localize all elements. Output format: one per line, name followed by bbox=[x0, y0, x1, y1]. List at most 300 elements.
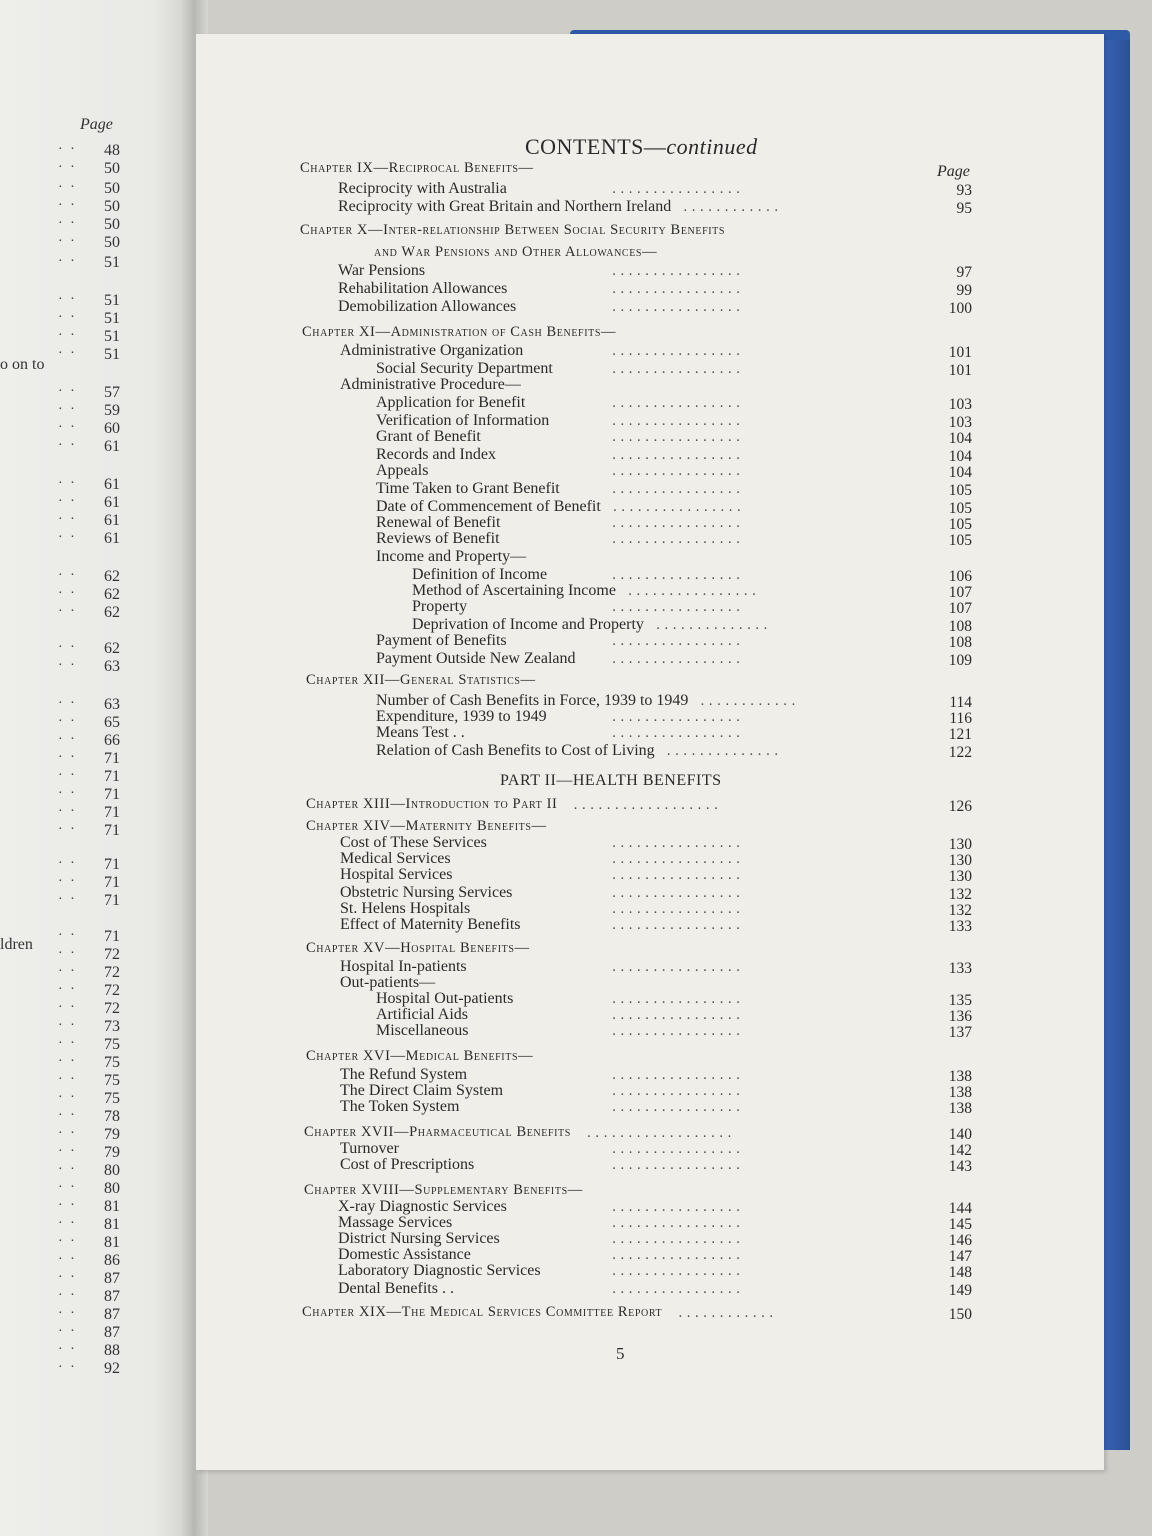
leader-dots: . . . . . . . . . . . . . . . . bbox=[612, 516, 741, 531]
toc-entry-label: Out-patients— bbox=[340, 974, 436, 991]
leader-dots: · · bbox=[58, 1252, 77, 1267]
page-number: 5 bbox=[616, 1344, 625, 1363]
leader-dots: · · bbox=[58, 160, 77, 175]
left-page-row bbox=[0, 1198, 160, 1216]
left-fragment-2: ldren bbox=[0, 936, 33, 953]
leader-dots: · · bbox=[58, 750, 77, 765]
leader-dots: . . . . . . . . . . . . . . . . bbox=[612, 1200, 741, 1215]
left-page-row bbox=[0, 494, 160, 512]
toc-entry-page: 95 bbox=[956, 200, 972, 217]
left-page-row bbox=[0, 216, 160, 234]
leader-dots: . . . . . . . . . . . . . . . . bbox=[612, 1024, 741, 1039]
toc-entry-page: 105 bbox=[948, 482, 972, 499]
left-page-row bbox=[0, 1162, 160, 1180]
left-page-row bbox=[0, 856, 160, 874]
toc-entry-page: 146 bbox=[948, 1232, 972, 1249]
leader-dots: . . . . . . . . . . . . . . . . bbox=[612, 500, 741, 515]
leader-dots: · · bbox=[58, 142, 77, 157]
left-page-row bbox=[0, 1216, 160, 1234]
toc-entry-label: Obstetric Nursing Services bbox=[340, 884, 513, 901]
toc-entry-label: Miscellaneous bbox=[376, 1022, 469, 1039]
left-page-row bbox=[0, 1126, 160, 1144]
leader-dots: . . . . . . . . . . . . . . . . . . bbox=[573, 798, 719, 813]
leader-dots: . . . . . . . . . . . . . . . . bbox=[612, 852, 741, 867]
left-page-row bbox=[0, 1054, 160, 1072]
left-page-row bbox=[0, 512, 160, 530]
leader-dots: · · bbox=[58, 402, 77, 417]
left-page-number: 59 bbox=[104, 402, 120, 419]
toc-entry-label: Domestic Assistance bbox=[338, 1246, 471, 1263]
left-page-row bbox=[0, 310, 160, 328]
left-page-row bbox=[0, 530, 160, 548]
left-page-row bbox=[0, 420, 160, 438]
leader-dots: . . . . . . . . . . . . . . . . bbox=[612, 396, 741, 411]
left-page-row bbox=[0, 384, 160, 402]
leader-dots: · · bbox=[58, 804, 77, 819]
left-page-number: 61 bbox=[104, 494, 120, 511]
leader-dots: · · bbox=[58, 1036, 77, 1051]
leader-dots: . . . . . . . . . . . . . . . . bbox=[612, 868, 741, 883]
leader-dots: · · bbox=[58, 1162, 77, 1177]
left-page-row bbox=[0, 1234, 160, 1252]
left-page-number: 50 bbox=[104, 216, 120, 233]
left-page-row bbox=[0, 402, 160, 420]
left-page-number: 71 bbox=[104, 804, 120, 821]
left-page-row bbox=[0, 732, 160, 750]
left-page-number: 81 bbox=[104, 1216, 120, 1233]
toc-entry-label: Medical Services bbox=[340, 850, 451, 867]
leader-dots: . . . . . . . . . . . . . . . . bbox=[612, 568, 741, 583]
chapter-heading: Chapter XVI—Medical Benefits— bbox=[306, 1048, 534, 1064]
toc-entry-page: 130 bbox=[948, 836, 972, 853]
chapter-heading-line2: and War Pensions and Other Allowances— bbox=[374, 244, 658, 260]
left-page-number: 72 bbox=[104, 946, 120, 963]
toc-entry-page: 108 bbox=[948, 634, 972, 651]
toc-entry-label: Effect of Maternity Benefits bbox=[340, 916, 521, 933]
toc-entry-page: 101 bbox=[948, 344, 972, 361]
left-page-row bbox=[0, 1180, 160, 1198]
chapter-page-number: 126 bbox=[948, 798, 972, 815]
leader-dots: · · bbox=[58, 696, 77, 711]
leader-dots: · · bbox=[58, 234, 77, 249]
left-page-row bbox=[0, 964, 160, 982]
left-page-row bbox=[0, 142, 160, 160]
left-page-number: 75 bbox=[104, 1072, 120, 1089]
toc-entry-page: 144 bbox=[948, 1200, 972, 1217]
left-page-row bbox=[0, 254, 160, 272]
left-page-number: 71 bbox=[104, 768, 120, 785]
toc-entry-label: Method of Ascertaining Income bbox=[412, 582, 616, 599]
leader-dots: · · bbox=[58, 420, 77, 435]
leader-dots: . . . . . . . . . . . . . . . . bbox=[612, 710, 741, 725]
left-page-number: 88 bbox=[104, 1342, 120, 1359]
left-page-number: 87 bbox=[104, 1306, 120, 1323]
chapter-heading: Chapter XIV—Maternity Benefits— bbox=[306, 818, 547, 834]
toc-entry-label: Administrative Organization bbox=[340, 342, 524, 359]
leader-dots: . . . . . . . . . . . . . . . . . . bbox=[586, 1126, 732, 1141]
left-page-number: 61 bbox=[104, 438, 120, 455]
leader-dots: . . . . . . . . . . . . . . . . bbox=[612, 726, 741, 741]
left-page-number: 51 bbox=[104, 346, 120, 363]
toc-entry-page: 103 bbox=[948, 414, 972, 431]
left-page-number: 72 bbox=[104, 964, 120, 981]
leader-dots: · · bbox=[58, 1270, 77, 1285]
toc-entry-page: 103 bbox=[948, 396, 972, 413]
leader-dots: · · bbox=[58, 310, 77, 325]
leader-dots: . . . . . . . . . . . . . . . . bbox=[612, 344, 741, 359]
left-fragment-1: o on to bbox=[0, 356, 45, 373]
toc-entry-page: 136 bbox=[948, 1008, 972, 1025]
left-page-row bbox=[0, 750, 160, 768]
toc-entry-label: Payment Outside New Zealand bbox=[376, 650, 576, 667]
left-page-number: 75 bbox=[104, 1036, 120, 1053]
toc-entry-label: Verification of Information bbox=[376, 412, 550, 429]
toc-entry-label: Relation of Cash Benefits to Cost of Living bbox=[376, 742, 655, 759]
leader-dots: · · bbox=[58, 216, 77, 231]
leader-dots: · · bbox=[58, 254, 77, 269]
leader-dots: · · bbox=[58, 1018, 77, 1033]
leader-dots: · · bbox=[58, 1144, 77, 1159]
leader-dots: . . . . . . . . . . . . . . . . bbox=[612, 1008, 741, 1023]
toc-entry-label: Cost of These Services bbox=[340, 834, 487, 851]
leader-dots: · · bbox=[58, 714, 77, 729]
left-page-row bbox=[0, 292, 160, 310]
toc-entry-label: Grant of Benefit bbox=[376, 428, 481, 445]
leader-dots: · · bbox=[58, 604, 77, 619]
toc-entry-label: Administrative Procedure— bbox=[340, 376, 521, 393]
toc-entry-page: 138 bbox=[948, 1068, 972, 1085]
left-page-number: 71 bbox=[104, 874, 120, 891]
left-page-number: 87 bbox=[104, 1288, 120, 1305]
left-page-number: 81 bbox=[104, 1234, 120, 1251]
toc-entry-page: 105 bbox=[948, 516, 972, 533]
left-page-number: 48 bbox=[104, 142, 120, 159]
left-page-row bbox=[0, 874, 160, 892]
leader-dots: . . . . . . . . . . . . . . . . bbox=[612, 414, 741, 429]
leader-dots: . . . . . . . . . . . . . . . . bbox=[612, 1158, 741, 1173]
leader-dots: · · bbox=[58, 384, 77, 399]
leader-dots: . . . . . . . . . . . . . . . . bbox=[612, 1142, 741, 1157]
leader-dots: . . . . . . . . . . . . bbox=[678, 1306, 774, 1321]
leader-dots: · · bbox=[58, 1360, 77, 1375]
toc-entry-label: Definition of Income bbox=[412, 566, 548, 583]
leader-dots: . . . . . . . . . . . . . . . . bbox=[612, 1068, 741, 1083]
left-page-row bbox=[0, 438, 160, 456]
left-page-number: 63 bbox=[104, 658, 120, 675]
left-page-row bbox=[0, 1252, 160, 1270]
left-page-row bbox=[0, 160, 160, 178]
leader-dots: . . . . . . . . . . . . . . . . bbox=[612, 300, 741, 315]
toc-entry-page: 101 bbox=[948, 362, 972, 379]
left-page-number: 51 bbox=[104, 328, 120, 345]
toc-entry-page: 145 bbox=[948, 1216, 972, 1233]
leader-dots: . . . . . . . . . . . . . . bbox=[655, 618, 768, 633]
left-page-row bbox=[0, 1018, 160, 1036]
leader-dots: · · bbox=[58, 1126, 77, 1141]
toc-entry-label: Date of Commencement of Benefit bbox=[376, 498, 601, 515]
left-page-row bbox=[0, 640, 160, 658]
leader-dots: · · bbox=[58, 768, 77, 783]
toc-entry-label: Number of Cash Benefits in Force, 1939 to 1949 bbox=[376, 692, 689, 709]
leader-dots: . . . . . . . . . . . . . . . . bbox=[612, 362, 741, 377]
left-page-row bbox=[0, 804, 160, 822]
title-main: CONTENTS— bbox=[525, 134, 667, 159]
leader-dots: · · bbox=[58, 494, 77, 509]
page-column-label: Page bbox=[937, 163, 970, 180]
chapter-heading: Chapter XIX—The Medical Services Committee Report bbox=[302, 1304, 663, 1320]
toc-entry-label: Hospital In-patients bbox=[340, 958, 467, 975]
toc-entry-label: Property bbox=[412, 598, 468, 615]
left-page-number: 71 bbox=[104, 750, 120, 767]
left-page-number: 75 bbox=[104, 1090, 120, 1107]
left-page-number: 87 bbox=[104, 1324, 120, 1341]
leader-dots: · · bbox=[58, 530, 77, 545]
leader-dots: · · bbox=[58, 1180, 77, 1195]
toc-entry-label: District Nursing Services bbox=[338, 1230, 500, 1247]
leader-dots: · · bbox=[58, 658, 77, 673]
leader-dots: . . . . . . . . . . . . . . . . bbox=[612, 960, 741, 975]
leader-dots: . . . . . . . . . . . . . . . . bbox=[627, 584, 757, 599]
left-page-number: 62 bbox=[104, 640, 120, 657]
leader-dots: · · bbox=[58, 964, 77, 979]
toc-entry-page: 97 bbox=[956, 264, 972, 281]
toc-entry-page: 109 bbox=[948, 652, 972, 669]
book-cover-edge bbox=[1100, 40, 1130, 1450]
left-page-number: 73 bbox=[104, 1018, 120, 1035]
toc-entry-label: Demobilization Allowances bbox=[338, 298, 517, 315]
toc-entry-page: 138 bbox=[948, 1084, 972, 1101]
left-page-number: 50 bbox=[104, 180, 120, 197]
left-page-number: 81 bbox=[104, 1198, 120, 1215]
toc-entry-label: Deprivation of Income and Property bbox=[412, 616, 644, 633]
chapter-heading: Chapter XI—Administration of Cash Benefits— bbox=[302, 324, 617, 340]
left-page-number: 61 bbox=[104, 476, 120, 493]
toc-entry-page: 105 bbox=[948, 532, 972, 549]
toc-entry-label: Reciprocity with Australia bbox=[338, 180, 507, 197]
left-page-row bbox=[0, 1270, 160, 1288]
leader-dots: · · bbox=[58, 892, 77, 907]
left-page-row bbox=[0, 586, 160, 604]
left-page bbox=[0, 0, 192, 1536]
chapter-page-number: 140 bbox=[948, 1126, 972, 1143]
toc-entry-label: Dental Benefits . . bbox=[338, 1280, 454, 1297]
toc-entry-label: Turnover bbox=[340, 1140, 399, 1157]
left-page-number: 50 bbox=[104, 160, 120, 177]
left-page-number: 71 bbox=[104, 822, 120, 839]
toc-entry-page: 142 bbox=[948, 1142, 972, 1159]
left-page-row bbox=[0, 822, 160, 840]
left-page-number: 63 bbox=[104, 696, 120, 713]
leader-dots: · · bbox=[58, 1054, 77, 1069]
leader-dots: · · bbox=[58, 292, 77, 307]
leader-dots: . . . . . . . . . . . . . . . . bbox=[612, 464, 741, 479]
toc-entry-page: 104 bbox=[948, 430, 972, 447]
leader-dots: . . . . . . . . . . . . . . . . bbox=[612, 1216, 741, 1231]
left-page-number: 50 bbox=[104, 198, 120, 215]
left-page-number: 66 bbox=[104, 732, 120, 749]
left-page-row bbox=[0, 1090, 160, 1108]
leader-dots: · · bbox=[58, 586, 77, 601]
leader-dots: · · bbox=[58, 982, 77, 997]
left-page-number: 86 bbox=[104, 1252, 120, 1269]
chapter-heading: Chapter IX—Reciprocal Benefits— bbox=[300, 160, 534, 176]
leader-dots: · · bbox=[58, 1090, 77, 1105]
leader-dots: · · bbox=[58, 1000, 77, 1015]
toc-entry-label: Artificial Aids bbox=[376, 1006, 468, 1023]
toc-entry-page: 99 bbox=[956, 282, 972, 299]
left-page-number: 71 bbox=[104, 892, 120, 909]
leader-dots: · · bbox=[58, 1072, 77, 1087]
toc-entry-label: Means Test . . bbox=[376, 724, 465, 741]
toc-entry-label: Application for Benefit bbox=[376, 394, 526, 411]
toc-entry-page: 121 bbox=[948, 726, 972, 743]
leader-dots: . . . . . . . . . . . . . . . . bbox=[612, 918, 741, 933]
leader-dots: · · bbox=[58, 856, 77, 871]
left-page-row bbox=[0, 658, 160, 676]
left-page-number: 78 bbox=[104, 1108, 120, 1125]
toc-entry-label: Hospital Out-patients bbox=[376, 990, 514, 1007]
left-page-number: 79 bbox=[104, 1126, 120, 1143]
leader-dots: · · bbox=[58, 1306, 77, 1321]
leader-dots: · · bbox=[58, 1108, 77, 1123]
toc-entry-label: The Direct Claim System bbox=[340, 1082, 504, 1099]
left-page-row bbox=[0, 1324, 160, 1342]
toc-entry-label: War Pensions bbox=[338, 262, 426, 279]
toc-entry-page: 107 bbox=[948, 600, 972, 617]
title-italic: continued bbox=[666, 134, 758, 159]
leader-dots: . . . . . . . . . . . . . . . . bbox=[612, 482, 741, 497]
chapter-page-number: 150 bbox=[948, 1306, 972, 1323]
toc-entry-label: X-ray Diagnostic Services bbox=[338, 1198, 507, 1215]
left-page-row bbox=[0, 714, 160, 732]
page-title bbox=[525, 134, 758, 160]
toc-entry-page: 100 bbox=[948, 300, 972, 317]
left-page-row bbox=[0, 1108, 160, 1126]
left-page-label: Page bbox=[80, 116, 113, 133]
left-page-number: 87 bbox=[104, 1270, 120, 1287]
leader-dots: · · bbox=[58, 732, 77, 747]
left-page-row bbox=[0, 476, 160, 494]
left-page-row bbox=[0, 982, 160, 1000]
leader-dots: · · bbox=[58, 1324, 77, 1339]
leader-dots: · · bbox=[58, 512, 77, 527]
leader-dots: . . . . . . . . . . . . . . . . bbox=[612, 1282, 741, 1297]
chapter-heading: Chapter XII—General Statistics— bbox=[306, 672, 536, 688]
left-page-row bbox=[0, 1144, 160, 1162]
left-page-number: 65 bbox=[104, 714, 120, 731]
leader-dots: · · bbox=[58, 1342, 77, 1357]
leader-dots: · · bbox=[58, 946, 77, 961]
toc-entry-label: Massage Services bbox=[338, 1214, 453, 1231]
toc-entry-page: 149 bbox=[948, 1282, 972, 1299]
leader-dots: . . . . . . . . . . . . . . . . bbox=[612, 282, 741, 297]
leader-dots: · · bbox=[58, 874, 77, 889]
leader-dots: · · bbox=[58, 822, 77, 837]
leader-dots: · · bbox=[58, 346, 77, 361]
leader-dots: . . . . . . . . . . . . . . . . bbox=[612, 902, 741, 917]
toc-entry-page: 133 bbox=[948, 918, 972, 935]
toc-entry-label: Payment of Benefits bbox=[376, 632, 507, 649]
leader-dots: · · bbox=[58, 328, 77, 343]
left-page-number: 57 bbox=[104, 384, 120, 401]
leader-dots: . . . . . . . . . . . . . . . . bbox=[612, 600, 741, 615]
toc-entry-label: Time Taken to Grant Benefit bbox=[376, 480, 560, 497]
left-page-row bbox=[0, 198, 160, 216]
left-page-row bbox=[0, 696, 160, 714]
toc-entry-label: The Token System bbox=[340, 1098, 460, 1115]
toc-entry-page: 137 bbox=[948, 1024, 972, 1041]
toc-entry-page: 132 bbox=[948, 886, 972, 903]
toc-entry-label: Reviews of Benefit bbox=[376, 530, 500, 547]
left-page-number: 50 bbox=[104, 234, 120, 251]
toc-entry-page: 148 bbox=[948, 1264, 972, 1281]
leader-dots: . . . . . . . . . . . . . . . . bbox=[612, 532, 741, 547]
chapter-heading: Chapter XVII—Pharmaceutical Benefits bbox=[304, 1124, 571, 1140]
toc-entry-page: 138 bbox=[948, 1100, 972, 1117]
left-page-number: 72 bbox=[104, 1000, 120, 1017]
leader-dots: . . . . . . . . . . . . . . . . bbox=[612, 1232, 741, 1247]
toc-entry-label: Rehabilitation Allowances bbox=[338, 280, 508, 297]
left-page-row bbox=[0, 1342, 160, 1360]
toc-entry-label: Appeals bbox=[376, 462, 429, 479]
chapter-heading: Chapter X—Inter-relationship Between Social Security Benefits bbox=[300, 222, 726, 238]
part-heading: PART II—HEALTH BENEFITS bbox=[500, 772, 722, 789]
left-page-row bbox=[0, 604, 160, 622]
left-page-number: 60 bbox=[104, 420, 120, 437]
toc-entry-label: Reciprocity with Great Britain and Northern Ireland bbox=[338, 198, 672, 215]
toc-entry-page: 108 bbox=[948, 618, 972, 635]
toc-entry-page: 130 bbox=[948, 852, 972, 869]
leader-dots: . . . . . . . . . . . . . . . . bbox=[612, 182, 741, 197]
left-page-number: 51 bbox=[104, 292, 120, 309]
left-page-number: 72 bbox=[104, 982, 120, 999]
toc-entry-label: Expenditure, 1939 to 1949 bbox=[376, 708, 547, 725]
left-page-number: 61 bbox=[104, 530, 120, 547]
left-page-number: 51 bbox=[104, 310, 120, 327]
leader-dots: · · bbox=[58, 1288, 77, 1303]
left-page-number: 80 bbox=[104, 1162, 120, 1179]
chapter-heading: Chapter XVIII—Supplementary Benefits— bbox=[304, 1182, 583, 1198]
leader-dots: · · bbox=[58, 640, 77, 655]
toc-entry-page: 122 bbox=[948, 744, 972, 761]
leader-dots: . . . . . . . . . . . . . . . . bbox=[612, 1264, 741, 1279]
leader-dots: . . . . . . . . . . . . . . bbox=[666, 744, 779, 759]
leader-dots: · · bbox=[58, 928, 77, 943]
leader-dots: . . . . . . . . . . . . . . . . bbox=[612, 652, 741, 667]
chapter-heading: Chapter XV—Hospital Benefits— bbox=[306, 940, 530, 956]
leader-dots: . . . . . . . . . . . . . . . . bbox=[612, 1248, 741, 1263]
left-page-row bbox=[0, 1072, 160, 1090]
leader-dots: . . . . . . . . . . . . . . . . bbox=[612, 448, 741, 463]
left-page-number: 79 bbox=[104, 1144, 120, 1161]
leader-dots: · · bbox=[58, 568, 77, 583]
leader-dots: . . . . . . . . . . . . . . . . bbox=[612, 430, 741, 445]
left-page-number: 71 bbox=[104, 786, 120, 803]
toc-entry-page: 114 bbox=[949, 694, 972, 711]
left-page-number: 75 bbox=[104, 1054, 120, 1071]
left-page-row bbox=[0, 1306, 160, 1324]
leader-dots: · · bbox=[58, 438, 77, 453]
toc-entry-page: 143 bbox=[948, 1158, 972, 1175]
toc-entry-page: 147 bbox=[948, 1248, 972, 1265]
leader-dots: . . . . . . . . . . . . . . . . bbox=[612, 992, 741, 1007]
toc-entry-label: St. Helens Hospitals bbox=[340, 900, 471, 917]
leader-dots: . . . . . . . . . . . . . . . . bbox=[612, 1084, 741, 1099]
leader-dots: · · bbox=[58, 198, 77, 213]
toc-entry-page: 93 bbox=[956, 182, 972, 199]
left-page-row bbox=[0, 180, 160, 198]
toc-entry-page: 104 bbox=[948, 448, 972, 465]
